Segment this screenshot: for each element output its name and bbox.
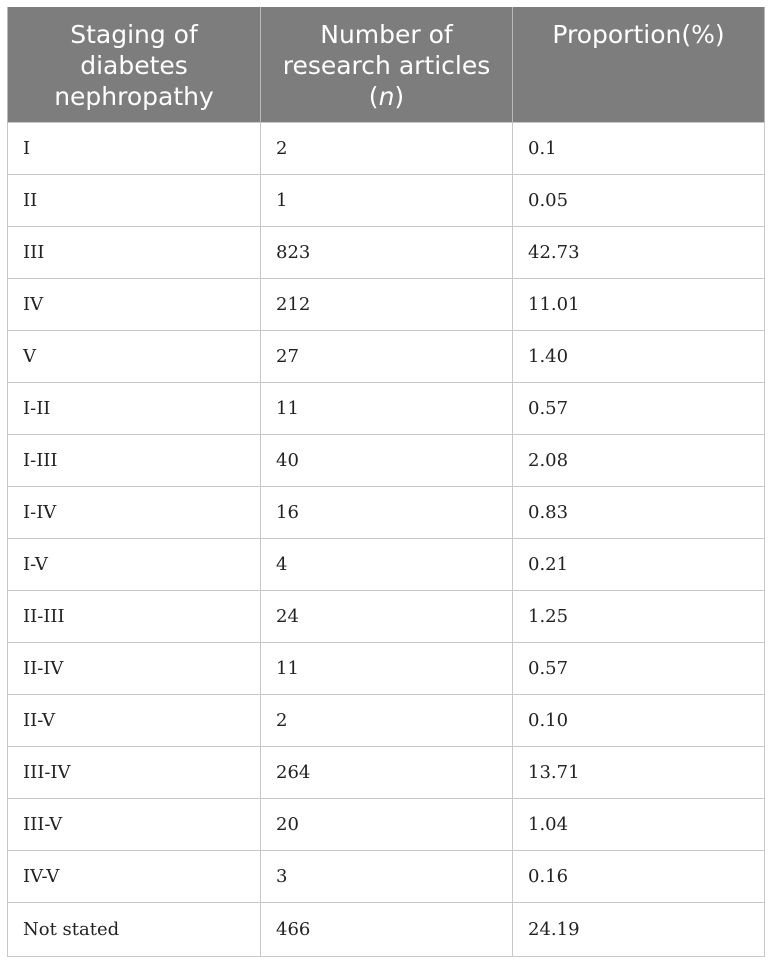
header-row [8,7,765,123]
table-row [8,903,765,957]
table-row [8,487,765,539]
stage-cell: V [8,331,261,383]
table-row [8,539,765,591]
table-row [8,695,765,747]
table-row [8,643,765,695]
table-row [8,175,765,227]
proportion-cell: 0.57 [513,383,765,435]
count-cell: 40 [261,435,513,487]
count-cell: 1 [261,175,513,227]
header-article-count-label: Number of research articles ( [282,20,491,111]
header-staging-label: Staging of diabetes nephropathy [54,20,214,111]
stage-cell: I-IV [8,487,261,539]
stage-cell: III-V [8,799,261,851]
stage-cell: IV-V [8,851,261,903]
count-cell: 466 [261,903,513,957]
table-row [8,227,765,279]
proportion-cell: 0.10 [513,695,765,747]
count-cell: 16 [261,487,513,539]
stage-cell: II-IV [8,643,261,695]
table-row [8,383,765,435]
proportion-cell: 2.08 [513,435,765,487]
staging-table-container [7,7,764,957]
count-cell: 212 [261,279,513,331]
count-cell: 20 [261,799,513,851]
count-cell: 823 [261,227,513,279]
staging-table [7,7,765,957]
table-row [8,331,765,383]
proportion-cell: 24.19 [513,903,765,957]
count-cell: 2 [261,123,513,175]
stage-cell: IV [8,279,261,331]
stage-cell: I-V [8,539,261,591]
header-close-paren: ) [394,82,405,111]
table-row [8,591,765,643]
proportion-cell: 1.04 [513,799,765,851]
table-row [8,799,765,851]
stage-cell: II [8,175,261,227]
proportion-cell: 0.83 [513,487,765,539]
table-body [8,123,765,957]
stage-cell: II-V [8,695,261,747]
proportion-cell: 0.16 [513,851,765,903]
header-staging [8,7,261,123]
count-cell: 27 [261,331,513,383]
proportion-cell: 1.40 [513,331,765,383]
table-row [8,279,765,331]
proportion-cell: 42.73 [513,227,765,279]
stage-cell: III-IV [8,747,261,799]
proportion-cell: 0.21 [513,539,765,591]
stage-cell: II-III [8,591,261,643]
proportion-cell: 11.01 [513,279,765,331]
count-cell: 3 [261,851,513,903]
stage-cell: Not stated [8,903,261,957]
proportion-cell: 13.71 [513,747,765,799]
stage-cell: I [8,123,261,175]
stage-cell: I-III [8,435,261,487]
count-cell: 24 [261,591,513,643]
proportion-cell: 1.25 [513,591,765,643]
proportion-cell: 0.57 [513,643,765,695]
count-cell: 4 [261,539,513,591]
proportion-cell: 0.05 [513,175,765,227]
stage-cell: III [8,227,261,279]
table-row [8,435,765,487]
header-proportion [513,7,765,123]
header-n-symbol: n [378,82,395,111]
table-row [8,851,765,903]
table-row [8,747,765,799]
header-proportion-label: Proportion(%) [552,20,725,49]
table-row [8,123,765,175]
proportion-cell: 0.1 [513,123,765,175]
table-header [8,7,765,123]
count-cell: 11 [261,643,513,695]
header-article-count [261,7,513,123]
count-cell: 11 [261,383,513,435]
count-cell: 2 [261,695,513,747]
stage-cell: I-II [8,383,261,435]
count-cell: 264 [261,747,513,799]
